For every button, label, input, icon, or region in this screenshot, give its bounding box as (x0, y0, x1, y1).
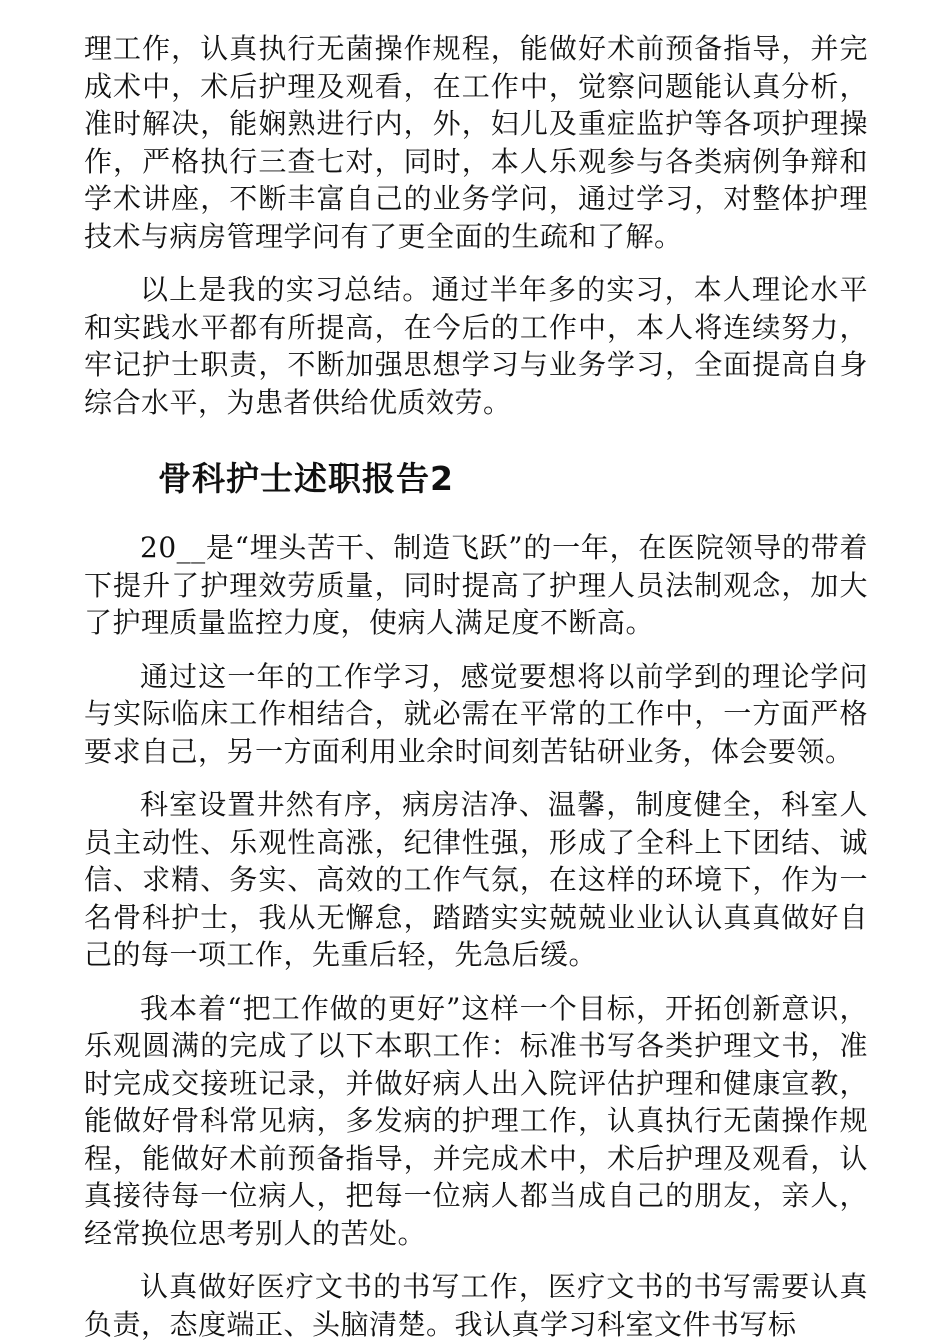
paragraph-summary: 以上是我的实习总结。通过半年多的实习，本人理论水平和实践水平都有所提高，在今后的工作中，本人将连续努力，牢记护士职责，不断加强思想学习与业务学习，全面提高自身综合水平，为患者供给优质效劳。 (84, 273, 868, 419)
paragraph-section-1: 20__是“埋头苦干、制造飞跃”的一年，在医院领导的带着下提升了护理效劳质量，同时提高了护理人员法制观念，加大了护理质量监控力度，使病人满足度不断高。 (84, 531, 868, 639)
paragraph-section-2: 通过这一年的工作学习，感觉要想将以前学到的理论学问与实际临床工作相结合，就必需在平常的工作中，一方面严格要求自己，另一方面利用业余时间刻苦钻研业务，体会要领。 (84, 659, 868, 768)
document-page (84, 30, 868, 1343)
paragraph-continuation: 理工作，认真执行无菌操作规程，能做好术前预备指导，并完成术中，术后护理及观看，在工作中，觉察问题能认真分析，准时解决，能娴熟进行内，外，妇儿及重症监护等各项护理操作，严格执行三查七对，同时，本人乐观参与各类病例争辩和学术讲座，不断丰富自己的业务学问，通过学习，对整体护理技术与病房管理学问有了更全面的生疏和了解。 (84, 32, 868, 253)
paragraph-section-5: 认真做好医疗文书的书写工作，医疗文书的书写需要认真负责，态度端正、头脑清楚。我认真学习科室文件书写标 (84, 1270, 868, 1341)
paragraph-section-3: 科室设置井然有序，病房洁净、温馨，制度健全，科室人员主动性、乐观性高涨，纪律性强，形成了全科上下团结、诚信、求精、务实、高效的工作气氛，在这样的环境下，作为一名骨科护士，我从无懈怠，踏踏实实兢兢业业认认真真做好自己的每一项工作，先重后轻，先急后缓。 (84, 788, 868, 971)
paragraph-section-4: 我本着“把工作做的更好”这样一个目标，开拓创新意识，乐观圆满的完成了以下本职工作：标准书写各类护理文书，准时完成交接班记录，并做好病人出入院评估护理和健康宣教，能做好骨科常见病，多发病的护理工作，认真执行无菌操作规程，能做好术前预备指导，并完成术中，术后护理及观看，认真接待每一位病人，把每一位病人都当成自己的朋友，亲人，经常换位思考别人的苦处。 (84, 991, 868, 1250)
section-heading: 骨科护士述职报告2 (158, 459, 454, 498)
